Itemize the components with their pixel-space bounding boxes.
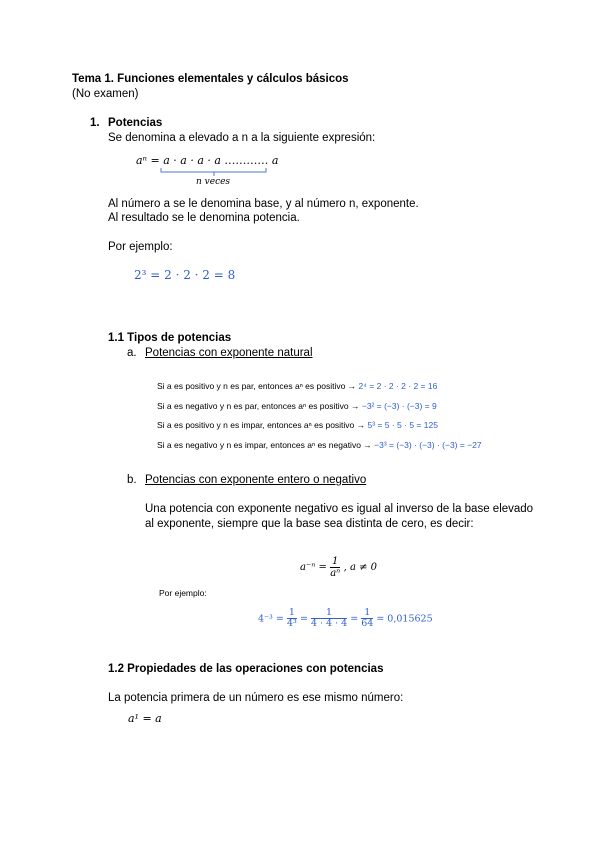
- rule-2: Si a es negativo y n es par, entonces aⁿ es positivo → −3² = (−3) · (−3) = 9: [157, 401, 437, 411]
- rule-4: Si a es negativo y n es impar, entonces aⁿ es negativo → −3³ = (−3) · (−3) · (−3) = −27: [157, 440, 482, 450]
- rule-1: Si a es positivo y n es par, entonces aⁿ es positivo → 2⁴ = 2 · 2 · 2 · 2 = 16: [157, 381, 438, 391]
- item-b-heading: Potencias con exponente entero o negativo: [145, 474, 367, 486]
- section-1-number: 1.: [90, 117, 100, 129]
- example-label: Por ejemplo:: [108, 241, 173, 253]
- item-a-heading: Potencias con exponente natural: [145, 347, 313, 359]
- section-1-2-heading: 1.2 Propiedades de las operaciones con potencias: [108, 663, 384, 675]
- brace-label: n veces: [196, 177, 231, 187]
- underbrace: [160, 167, 268, 177]
- base-exponent-text: Al número a se le denomina base, y al número n, exponente.: [108, 198, 419, 210]
- page-subtitle: (No examen): [72, 88, 139, 100]
- negative-exponent-formula: a⁻ⁿ = $\frac{1}{\text{aⁿ}}$ , a ≠ 0: [300, 556, 378, 579]
- section-1-1-heading: 1.1 Tipos de potencias: [108, 332, 232, 344]
- item-a-letter: a.: [127, 347, 137, 359]
- item-b-text-2: al exponente, siempre que la base sea distinta de cero, es decir:: [145, 518, 474, 530]
- negative-example-formula: 4⁻³ = $\frac{1}{\text{4³}}$ = $\frac{1}{4 \cdot 4 \cdot 4}$ = $\frac{1}{64}$ = 0,015625: [258, 607, 433, 630]
- page-title: Tema 1. Funciones elementales y cálculos básicos: [72, 73, 349, 85]
- rule-3: Si a es positivo y n es impar, entonces aⁿ es positivo → 5³ = 5 · 5 · 5 = 125: [157, 420, 438, 430]
- item-b-letter: b.: [127, 474, 137, 486]
- section-1-intro: Se denomina a elevado a n a la siguiente expresión:: [108, 132, 376, 144]
- first-power-formula: a¹ = a: [128, 712, 162, 725]
- power-definition-formula: aⁿ = a · a · a · a ………… a: [136, 154, 279, 167]
- section-1-2-text: La potencia primera de un número es ese mismo número:: [108, 692, 404, 704]
- item-b-text-1: Una potencia con exponente negativo es igual al inverso de la base elevado: [145, 503, 534, 515]
- potencia-text: Al resultado se le denomina potencia.: [108, 212, 300, 224]
- negative-example-label: Por ejemplo:: [159, 588, 207, 598]
- example-formula: 2³ = 2 · 2 · 2 = 8: [134, 268, 236, 282]
- section-1-heading: Potencias: [108, 117, 163, 129]
